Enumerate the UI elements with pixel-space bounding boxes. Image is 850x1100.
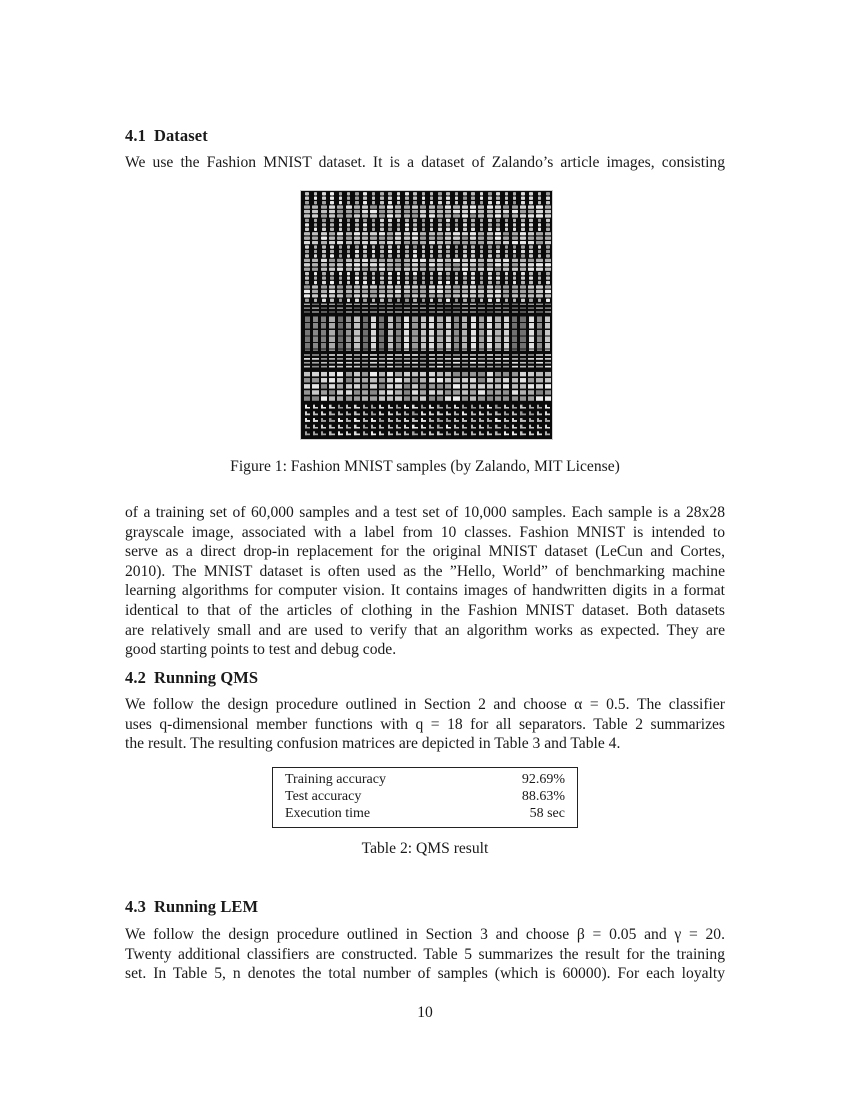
paragraph-line: We follow the design procedure outlined in Section 3 and choose β = 0.05 and γ = 20.: [125, 926, 725, 943]
paragraph-line: set. In Table 5, n denotes the total number of samples (which is 60000). For each loyalty: [125, 965, 725, 983]
table-row: [273, 788, 577, 805]
paragraph-line: uses q-dimensional member functions with q = 18 for all separators. Table 2 summarizes: [125, 715, 725, 733]
paragraph-line: the result. The resulting confusion matrices are depicted in Table 3 and Table 4.: [125, 735, 621, 753]
section-4-1-intro: [125, 153, 725, 173]
paragraph-line: grayscale image, associated with a label from 10 classes. Fashion MNIST is intended to: [125, 523, 725, 541]
section-title: Running LEM: [153, 897, 259, 916]
table-2-caption: Table 2: QMS result: [361, 840, 489, 857]
section-number: 4.3: [125, 897, 146, 916]
paragraph-line: serve as a direct drop-in replacement for the original MNIST dataset (LeCun and Cortes,: [125, 543, 725, 561]
table-row: [273, 805, 577, 822]
paragraph-line: identical to that of the articles of clothing in the Fashion MNIST dataset. Both datasets: [125, 601, 725, 619]
paragraph-line: good starting points to test and debug code.: [125, 641, 397, 659]
table-cell-value: 58 sec: [529, 806, 565, 821]
table-cell-value: 88.63%: [521, 789, 565, 804]
table-cell-label: Training accuracy: [285, 772, 386, 787]
section-4-3-paragraph: [125, 925, 725, 984]
table-cell-label: Test accuracy: [285, 789, 362, 804]
page-number: 10: [417, 1004, 433, 1021]
paragraph-line: We follow the design procedure outlined in Section 2 and choose α = 0.5. The classifier: [125, 696, 725, 713]
section-4-2-paragraph: [125, 695, 725, 754]
qms-result-table: [272, 767, 578, 828]
paragraph-line: are relatively small and are used to verify that an algorithm works as expected. They are: [125, 621, 725, 639]
paragraph-line: We use the Fashion MNIST dataset. It is a dataset of Zalando’s article images, consisting: [125, 154, 725, 171]
paragraph-line: learning algorithms for computer vision. It contains images of handwritten digits in a format: [125, 582, 725, 600]
table-cell-value: 92.69%: [521, 772, 565, 787]
section-number: 4.1: [125, 126, 146, 145]
fashion-mnist-figure: [300, 190, 553, 440]
section-title: Running QMS: [153, 668, 259, 687]
section-heading-4-1: [125, 126, 208, 146]
section-heading-4-3: [125, 897, 258, 917]
paragraph-line: Twenty additional classifiers are constructed. Table 5 summarizes the result for the training: [125, 945, 725, 963]
paragraph-line: 2010). The MNIST dataset is often used as the ”Hello, World” of benchmarking machine: [125, 562, 725, 580]
paragraph-line: of a training set of 60,000 samples and a test set of 10,000 samples. Each sample is a 28x28: [125, 504, 725, 521]
table-cell-label: Execution time: [285, 806, 371, 821]
section-heading-4-2: [125, 668, 258, 688]
section-title: Dataset: [153, 126, 208, 145]
section-number: 4.2: [125, 668, 146, 687]
section-4-1-paragraph: [125, 503, 725, 660]
figure-1-caption: Figure 1: Fashion MNIST samples (by Zalando, MIT License): [230, 458, 620, 475]
table-row: [273, 771, 577, 788]
